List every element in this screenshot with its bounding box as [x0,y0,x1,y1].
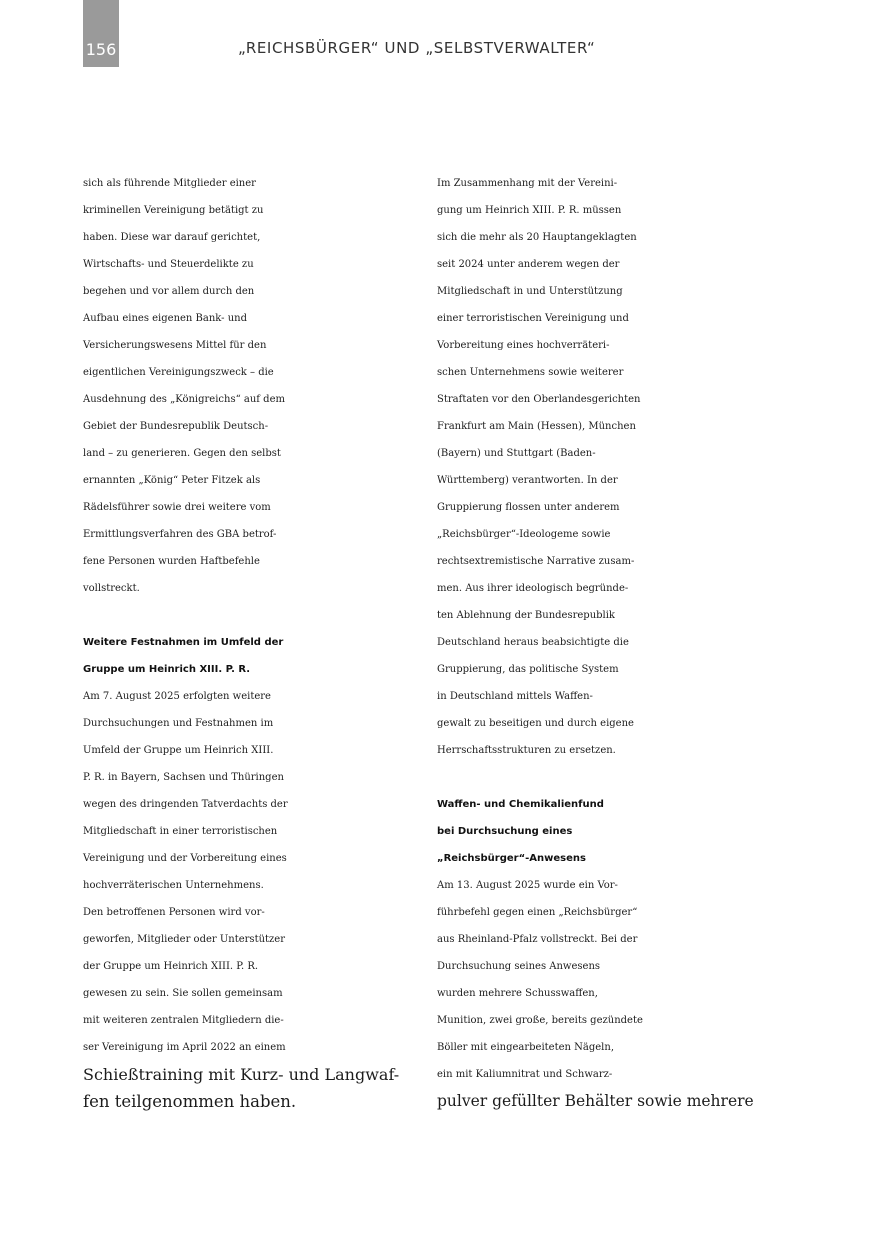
text-line: geworfen, Mitglieder oder Unterstützer [83,934,286,945]
text-line: sich als führende Mitglieder einer [83,178,256,189]
text-line: Böller mit eingearbeiteten Nägeln, [437,1042,614,1053]
text-line: Schießtraining mit Kurz- und Langwaf- [83,1065,400,1084]
running-header-title: „REICHSBÜRGER“ UND „SELBSTVERWALTER“ [238,39,596,57]
text-line: aus Rheinland-Pfalz vollstreckt. Bei der [437,934,638,945]
text-line: Durchsuchung seines Anwesens [437,961,601,972]
text-line: Munition, zwei große, bereits gezündete [437,1015,643,1026]
section-heading [83,629,399,683]
text-line: Umfeld der Gruppe um Heinrich XIII. [83,745,274,756]
text-line: sich die mehr als 20 Hauptangeklagten [437,232,637,243]
text-line: ernannten „König“ Peter Fitzek als [83,475,261,486]
heading-line: „Reichsbürger“-Anwesens [437,853,586,864]
text-line: einer terroristischen Vereinigung und [437,313,629,324]
text-line: gewalt zu beseitigen und durch eigene [437,718,634,729]
page-number: 156 [85,40,117,59]
right-column [437,170,754,1115]
text-line: Ausdehnung des „Königreichs“ auf dem [83,394,285,405]
text-line: Gruppierung flossen unter anderem [437,502,620,513]
text-line: wurden mehrere Schusswaffen, [437,988,598,999]
text-line: gewesen zu sein. Sie sollen gemeinsam [83,988,283,999]
text-line: fen teilgenommen haben. [83,1092,297,1111]
text-line: Den betroffenen Personen wird vor- [83,907,265,918]
text-line: haben. Diese war darauf gerichtet, [83,232,261,243]
text-line: hochverräterischen Unternehmens. [83,880,264,891]
text-line: Am 7. August 2025 erfolgten weitere [83,691,271,702]
text-line: Mitgliedschaft in und Unterstützung [437,286,623,297]
text-line: mit weiteren zentralen Mitgliedern die- [83,1015,284,1026]
text-line: P. R. in Bayern, Sachsen und Thüringen [83,772,284,783]
text-line: Im Zusammenhang mit der Vereini- [437,178,618,189]
text-line: pulver gefüllter Behälter sowie mehrere [437,1092,754,1110]
section-heading [437,791,754,872]
text-line: Versicherungswesens Mittel für den [83,340,267,351]
text-line: Rädelsführer sowie drei weitere vom [83,502,271,513]
text-line: vollstreckt. [83,583,140,594]
heading-line: Weitere Festnahmen im Umfeld der [83,637,284,648]
text-line: kriminellen Vereinigung betätigt zu [83,205,264,216]
body-paragraph [83,170,399,602]
text-line: Wirtschafts- und Steuerdelikte zu [83,259,254,270]
text-line: Herrschaftsstrukturen zu ersetzen. [437,745,616,756]
text-line: führbefehl gegen einen „Reichsbürger“ [437,907,638,918]
text-line: Vereinigung und der Vorbereitung eines [83,853,287,864]
text-line: Frankfurt am Main (Hessen), München [437,421,636,432]
text-line: Württemberg) verantworten. In der [437,475,618,486]
text-line: Gruppierung, das politische System [437,664,619,675]
body-paragraph [83,683,399,1115]
text-line: ein mit Kaliumnitrat und Schwarz- [437,1069,613,1080]
text-line: land – zu generieren. Gegen den selbst [83,448,281,459]
text-line: Am 13. August 2025 wurde ein Vor- [437,880,618,891]
text-line: der Gruppe um Heinrich XIII. P. R. [83,961,259,972]
text-line: Mitgliedschaft in einer terroristischen [83,826,278,837]
text-line: ser Vereinigung im April 2022 an einem [83,1042,286,1053]
text-line: begehen und vor allem durch den [83,286,255,297]
page-number-tab [83,0,119,67]
text-line: ten Ablehnung der Bundesrepublik [437,610,615,621]
paragraph-spacer [437,764,754,791]
text-line: Gebiet der Bundesrepublik Deutsch- [83,421,269,432]
paragraph-spacer [83,602,399,629]
heading-line: Waffen- und Chemikalienfund [437,799,604,810]
text-line: men. Aus ihrer ideologisch begründe- [437,583,629,594]
body-paragraph [437,170,754,764]
text-line: wegen des dringenden Tatverdachts der [83,799,288,810]
text-line: Aufbau eines eigenen Bank- und [83,313,248,324]
text-line: Deutschland heraus beabsichtigte die [437,637,629,648]
text-line: seit 2024 unter anderem wegen der [437,259,620,270]
text-line: Ermittlungsverfahren des GBA betrof- [83,529,277,540]
text-line: Straftaten vor den Oberlandesgerichten [437,394,641,405]
text-line: eigentlichen Vereinigungszweck – die [83,367,274,378]
text-line: gung um Heinrich XIII. P. R. müssen [437,205,622,216]
text-line: fene Personen wurden Haftbefehle [83,556,260,567]
text-line: Vorbereitung eines hochverräteri- [437,340,610,351]
text-line: Durchsuchungen und Festnahmen im [83,718,274,729]
text-line: schen Unternehmens sowie weiterer [437,367,624,378]
text-line: (Bayern) und Stuttgart (Baden- [437,448,596,459]
left-column [83,170,399,1115]
text-line: „Reichsbürger“-Ideologeme sowie [437,529,611,540]
heading-line: Gruppe um Heinrich XIII. P. R. [83,664,251,675]
text-line: in Deutschland mittels Waffen- [437,691,593,702]
text-line: rechtsextremistische Narrative zusam- [437,556,635,567]
body-paragraph [437,872,754,1115]
heading-line: bei Durchsuchung eines [437,826,573,837]
